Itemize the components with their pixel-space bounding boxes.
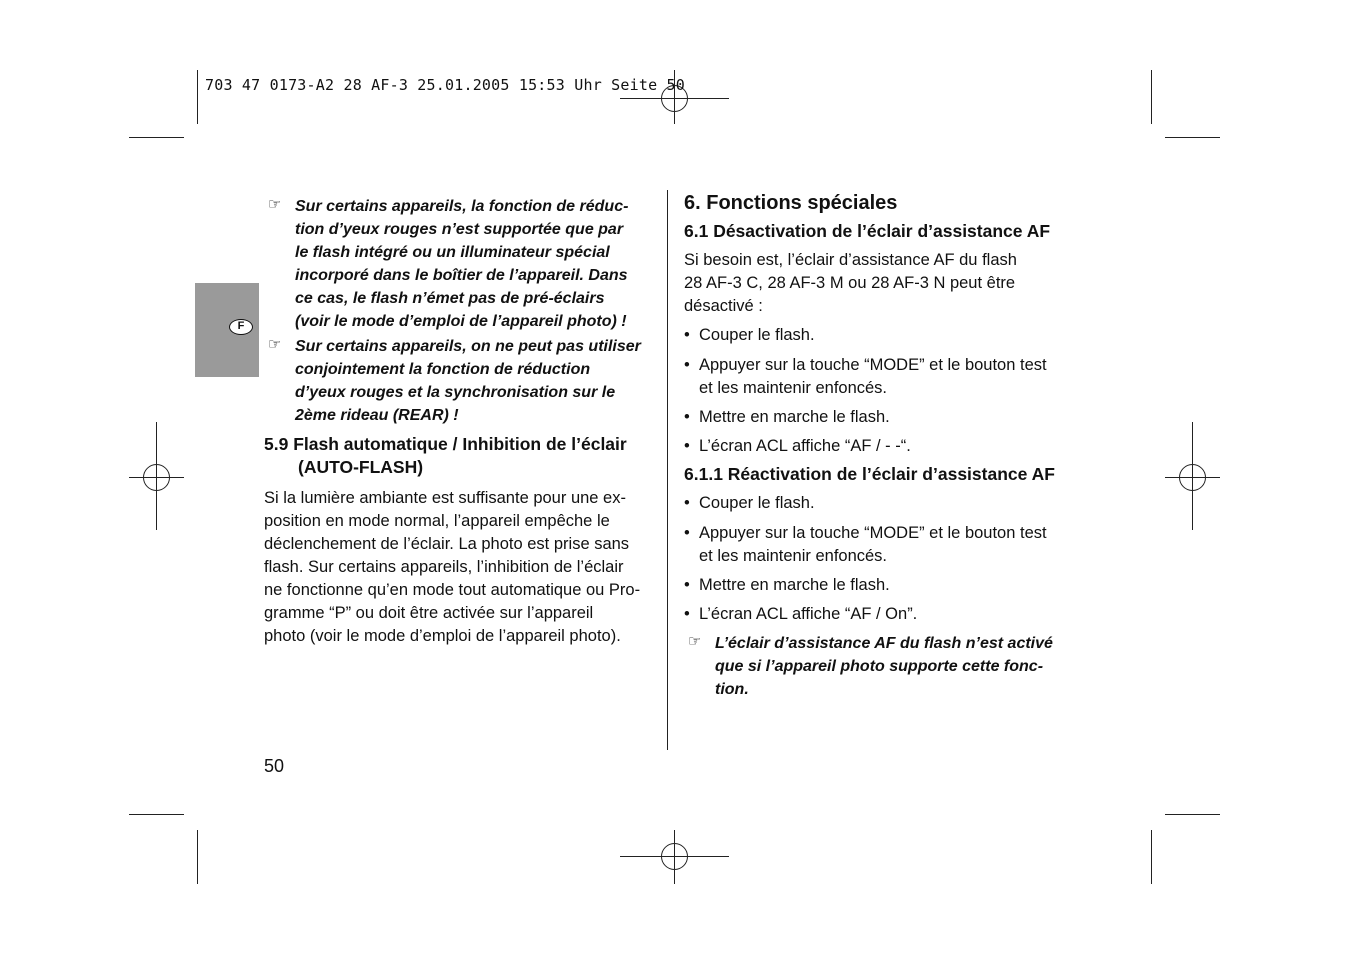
- note-line: que si l’appareil photo supporte cette fonc-: [715, 658, 1044, 675]
- body-line: Si besoin est, l’éclair d’assistance AF du flash: [684, 251, 1017, 269]
- section-6-1-1-title: 6.1.1 Réactivation de l’éclair d’assistance AF: [684, 464, 1055, 484]
- step-line: L’écran ACL affiche “AF / - -“.: [699, 437, 911, 455]
- note-line: (voir le mode d’emploi de l’appareil photo) !: [295, 313, 627, 330]
- section-5-9-body: [264, 487, 659, 648]
- language-tab: [195, 283, 259, 377]
- body-line: position en mode normal, l’appareil empêche le: [264, 512, 610, 530]
- note-line: Sur certains appareils, on ne peut pas utiliser: [295, 338, 641, 355]
- section-title-line: 5.9 Flash automatique / Inhibition de l’éclair: [264, 434, 627, 454]
- bullet-glyph: •: [684, 576, 690, 594]
- note-af-assist: [684, 632, 1084, 701]
- step-line: Mettre en marche le flash.: [699, 408, 890, 426]
- left-column: [264, 195, 659, 648]
- note-line: L’éclair d’assistance AF du flash n’est activé: [715, 635, 1053, 652]
- language-badge: F: [229, 319, 253, 335]
- step-line: Appuyer sur la touche “MODE” et le bouton test: [699, 524, 1047, 542]
- body-line: déclenchement de l’éclair. La photo est prise sans: [264, 535, 630, 553]
- body-line: désactivé :: [684, 297, 763, 315]
- note-line: tion d’yeux rouges n’est supportée que par: [295, 221, 624, 238]
- note-line: incorporé dans le boîtier de l’appareil. Dans: [295, 267, 628, 284]
- crop-mark-bottom-right-horizontal: [1165, 814, 1220, 815]
- step-line: et les maintenir enfoncés.: [699, 547, 888, 565]
- list-item: [684, 492, 1084, 515]
- note-line: Sur certains appareils, la fonction de réduc-: [295, 198, 629, 215]
- section-6-1-steps: [684, 324, 1084, 458]
- body-line: flash. Sur certains appareils, l’inhibition de l’éclair: [264, 558, 624, 576]
- note-line: tion.: [715, 681, 749, 698]
- step-line: Mettre en marche le flash.: [699, 576, 890, 594]
- body-line: ne fonctionne qu’en mode tout automatique ou Pro-: [264, 581, 641, 599]
- crop-mark-top-left-vertical: [197, 70, 198, 124]
- bullet-glyph: •: [684, 356, 690, 374]
- bullet-glyph: •: [684, 524, 690, 542]
- bullet-glyph: •: [684, 408, 690, 426]
- body-line: 28 AF-3 C, 28 AF-3 M ou 28 AF-3 N peut être: [684, 274, 1016, 292]
- crop-mark-top-right-horizontal: [1165, 137, 1220, 138]
- list-item: [684, 435, 1084, 458]
- note-line: conjointement la fonction de réduction: [295, 361, 591, 378]
- right-column: [684, 190, 1084, 701]
- note-line: d’yeux rouges et la synchronisation sur le: [295, 384, 616, 401]
- pointing-hand-icon: ☞: [688, 633, 702, 650]
- pointing-hand-icon: ☞: [268, 196, 282, 213]
- step-line: et les maintenir enfoncés.: [699, 379, 888, 397]
- crop-mark-bottom-right-vertical: [1151, 830, 1152, 884]
- list-item: [684, 603, 1084, 626]
- section-6-1-title: 6.1 Désactivation de l’éclair d’assistance AF: [684, 221, 1051, 241]
- section-5-9-title: [264, 433, 659, 479]
- crop-mark-top-right-vertical: [1151, 70, 1152, 124]
- list-item: [684, 354, 1084, 400]
- note-red-eye-integrated: [264, 195, 659, 333]
- bullet-glyph: •: [684, 437, 690, 455]
- page-number: 50: [264, 756, 285, 776]
- note-line: 2ème rideau (REAR) !: [295, 407, 459, 424]
- body-line: gramme “P” ou doit être activée sur l’appareil: [264, 604, 594, 622]
- section-title-line: (AUTO-FLASH): [298, 457, 424, 477]
- note-line: ce cas, le flash n’émet pas de pré-éclairs: [295, 290, 605, 307]
- step-line: Couper le flash.: [699, 326, 815, 344]
- section-6-title: 6. Fonctions spéciales: [684, 192, 898, 214]
- step-line: Appuyer sur la touche “MODE” et le bouton test: [699, 356, 1047, 374]
- step-line: L’écran ACL affiche “AF / On”.: [699, 605, 918, 623]
- body-line: Si la lumière ambiante est suffisante pour une ex-: [264, 489, 626, 507]
- bullet-glyph: •: [684, 326, 690, 344]
- bullet-glyph: •: [684, 494, 690, 512]
- list-item: [684, 574, 1084, 597]
- crop-mark-bottom-left-vertical: [197, 830, 198, 884]
- step-line: Couper le flash.: [699, 494, 815, 512]
- list-item: [684, 324, 1084, 347]
- crop-mark-top-left-horizontal: [129, 137, 184, 138]
- bullet-glyph: •: [684, 605, 690, 623]
- note-line: le flash intégré ou un illuminateur spécial: [295, 244, 610, 261]
- section-6-1-1-steps: [684, 492, 1084, 626]
- section-6-1-intro: [684, 249, 1084, 318]
- list-item: [684, 406, 1084, 429]
- column-divider: [667, 190, 668, 750]
- pointing-hand-icon: ☞: [268, 336, 282, 353]
- list-item: [684, 522, 1084, 568]
- body-line: photo (voir le mode d’emploi de l’appareil photo).: [264, 627, 621, 645]
- print-slug: 703 47 0173-A2 28 AF-3 25.01.2005 15:53 Uhr Seite 50: [205, 76, 685, 94]
- crop-mark-bottom-left-horizontal: [129, 814, 184, 815]
- note-red-eye-rear-sync: [264, 335, 659, 427]
